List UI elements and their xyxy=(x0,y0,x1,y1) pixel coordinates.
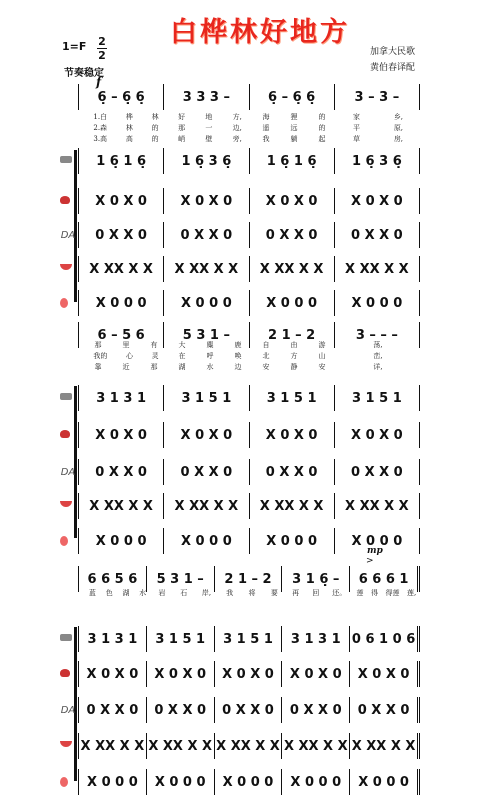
melody-measure: 3 – 3 – xyxy=(335,84,420,110)
percussion-staff xyxy=(78,188,420,214)
lyric-syllable: 3.高 xyxy=(93,135,108,143)
part-measure: X XX X X xyxy=(147,733,215,759)
part-measure: 1 6̣ 3 6̣ xyxy=(164,148,249,174)
part-measure: 0 X X 0 xyxy=(164,222,249,248)
part-measure: 0 6 1 0 6 xyxy=(350,626,420,652)
part-measure: 1 6̣ 1 6̣ xyxy=(250,148,335,174)
guiro-icon: DA xyxy=(60,467,76,478)
part-measure: X 0 0 0 xyxy=(282,769,350,795)
part-measure: X 0 0 0 xyxy=(78,528,164,554)
part-measure: X 0 0 0 xyxy=(78,769,147,795)
lyric-syllable: 地 xyxy=(205,113,213,121)
part-measure: X 0 0 0 xyxy=(78,290,164,316)
lyric-syllable: 好 xyxy=(178,113,186,121)
time-top: 2 xyxy=(98,35,106,48)
drum-icon xyxy=(60,196,76,206)
lyric-syllable: 鹿 xyxy=(234,341,242,349)
lyric-syllable: 1.白 xyxy=(93,113,108,121)
lyric-line xyxy=(84,588,420,598)
melody-measure: 6 6 6 1 xyxy=(350,566,420,592)
lyric-syllable: 家 xyxy=(352,113,360,121)
percussion-staff xyxy=(78,661,420,687)
dynamic-marking: f xyxy=(96,75,102,89)
lyric-syllable: 在 xyxy=(178,352,186,360)
lyric-syllable: 峭 xyxy=(178,135,186,143)
lyric-syllable: 我的 xyxy=(93,352,108,360)
part-measure: 0 X X 0 xyxy=(164,459,249,485)
lyric-syllable: 呼 xyxy=(206,352,214,360)
part-measure: 3 1 3 1 xyxy=(78,626,147,652)
lyric-syllable: 蓝 xyxy=(88,589,96,597)
part-measure: X XX X X xyxy=(282,733,350,759)
melody-measure: 6̣ – 6̣ 6̣ xyxy=(250,84,335,110)
lyric-line xyxy=(84,362,420,372)
percussion-staff xyxy=(78,222,420,248)
key-signature: 1=F xyxy=(62,40,87,53)
lyric-syllable: 海 xyxy=(262,113,270,121)
lyric-syllable: 原, xyxy=(393,124,404,132)
lyric-syllable: 那 xyxy=(178,124,186,132)
percussion-staff xyxy=(78,290,420,316)
piano-icon xyxy=(60,634,76,644)
lyric-syllable: 岩 xyxy=(158,589,166,597)
melody-measure: 6̣ – 6̣ 6̣ xyxy=(78,84,164,110)
guiro-icon: DA xyxy=(60,705,76,716)
part-measure: X XX X X xyxy=(78,256,164,282)
part-measure: X 0 0 0 xyxy=(350,769,420,795)
percussion-staff xyxy=(78,626,420,652)
part-measure: 0 X X 0 xyxy=(335,222,420,248)
lyric-syllable: 荡, xyxy=(373,341,383,349)
part-measure: X 0 0 0 xyxy=(164,528,249,554)
lyric-syllable: 莲, xyxy=(407,589,417,597)
melody-measure: 6 6 5 6 xyxy=(78,566,147,592)
page-title: 白桦林好地方 xyxy=(170,17,350,48)
lyric-syllable: 灵 xyxy=(151,352,159,360)
lyric-syllable: 北 xyxy=(262,352,270,360)
part-measure: X XX X X xyxy=(78,493,164,519)
lyric-syllable: 躺 xyxy=(290,135,298,143)
lyric-syllable: 的 xyxy=(318,124,326,132)
melody-measure: 2 1 – 2 xyxy=(215,566,283,592)
lyric-syllable: 山 xyxy=(318,352,326,360)
lyric-syllable: 房, xyxy=(393,135,404,143)
bowl-icon xyxy=(60,741,76,751)
staff-brace xyxy=(74,150,77,302)
lyric-syllable: 壁 xyxy=(205,135,213,143)
part-measure: X XX X X xyxy=(164,256,249,282)
lyric-syllable: 我 xyxy=(262,135,270,143)
lyric-syllable: 的 xyxy=(151,124,159,132)
time-bottom: 2 xyxy=(98,49,106,62)
percussion-staff xyxy=(78,697,420,723)
part-measure: 0 X X 0 xyxy=(250,459,335,485)
staff-brace xyxy=(74,627,77,781)
percussion-staff xyxy=(78,733,420,759)
lyric-syllable: 我 xyxy=(226,589,234,597)
lyric-syllable: 一 xyxy=(205,124,213,132)
lyric-syllable: 将 xyxy=(248,589,256,597)
lyric-syllable: 林 xyxy=(151,113,159,121)
lyric-syllable: 林 xyxy=(125,124,133,132)
lyric-syllable: 静 xyxy=(290,363,298,371)
staff-brace xyxy=(74,386,77,538)
percussion-staff xyxy=(78,493,420,519)
lyric-syllable: 边, xyxy=(232,124,242,132)
lyric-syllable: 狸 xyxy=(290,113,298,121)
bowl-icon xyxy=(60,501,76,511)
part-measure: 0 X X 0 xyxy=(78,697,147,723)
lyric-syllable: 方 xyxy=(290,352,298,360)
lyric-syllable: 石 xyxy=(180,589,188,597)
melody-measure: 6 – 5 6 xyxy=(78,322,164,348)
part-measure: 0 X X 0 xyxy=(215,697,283,723)
part-measure: 3 1 5 1 xyxy=(215,626,283,652)
lyric-syllable: 水 xyxy=(139,589,147,597)
lyric-syllable: 方, xyxy=(232,113,242,121)
lyric-syllable: 大 xyxy=(178,341,186,349)
lyric-syllable: 再 xyxy=(292,589,300,597)
lyric-syllable: 得莲 xyxy=(385,589,400,597)
lyric-syllable: 得 xyxy=(371,589,379,597)
arranger-credit: 黄伯春译配 xyxy=(370,63,416,73)
lyric-syllable: 回 xyxy=(312,589,320,597)
part-measure: X 0 X 0 xyxy=(282,661,350,687)
part-measure: X 0 X 0 xyxy=(164,422,249,448)
part-measure: X XX X X xyxy=(335,493,420,519)
lyric-syllable: 游 xyxy=(318,341,326,349)
lyric-syllable: 边 xyxy=(234,363,242,371)
egg-shaker-icon xyxy=(60,777,76,787)
lyric-syllable: 色 xyxy=(105,589,113,597)
part-measure: X 0 0 0 xyxy=(250,290,335,316)
part-measure: X XX X X xyxy=(215,733,283,759)
lyric-syllable: 里 xyxy=(122,341,130,349)
lyric-line xyxy=(84,340,420,350)
part-measure: X 0 X 0 xyxy=(215,661,283,687)
part-measure: X 0 X 0 xyxy=(78,661,147,687)
melody-measure: 3 1 6̣ – xyxy=(282,566,350,592)
lyric-line xyxy=(84,351,420,361)
part-measure: 3 1 3 1 xyxy=(282,626,350,652)
lyric-syllable: 的 xyxy=(151,135,159,143)
egg-shaker-icon xyxy=(60,298,76,308)
part-measure: X 0 X 0 xyxy=(350,661,420,687)
composer-credit: 加拿大民歌 xyxy=(370,47,416,57)
percussion-staff xyxy=(78,422,420,448)
melody-measure: 5 3 1 – xyxy=(147,566,215,592)
part-measure: X 0 X 0 xyxy=(250,422,335,448)
lyric-syllable: 那 xyxy=(150,363,158,371)
lyric-line xyxy=(84,134,420,144)
egg-shaker-icon xyxy=(60,536,76,546)
part-measure: 3 1 5 1 xyxy=(335,385,420,411)
piano-icon xyxy=(60,393,76,403)
part-measure: X 0 0 0 xyxy=(335,290,420,316)
lyric-syllable: 远 xyxy=(290,124,298,132)
lyric-syllable: 那 xyxy=(94,341,102,349)
lyric-syllable: 平 xyxy=(352,124,360,132)
melody-measure: 5 3 1 – xyxy=(164,322,249,348)
lyric-syllable: 还。 xyxy=(332,589,347,597)
lyric-syllable: 高 xyxy=(125,135,133,143)
lyric-syllable: 详, xyxy=(373,363,383,371)
part-measure: X 0 X 0 xyxy=(78,422,164,448)
part-measure: X 0 X 0 xyxy=(335,422,420,448)
drum-icon xyxy=(60,430,76,440)
part-measure: X 0 0 0 xyxy=(215,769,283,795)
lyric-syllable: 有 xyxy=(150,341,158,349)
time-signature xyxy=(97,36,107,61)
lyric-syllable: 由 xyxy=(290,341,298,349)
lyric-line xyxy=(84,112,420,122)
percussion-staff xyxy=(78,459,420,485)
part-measure: X XX X X xyxy=(78,733,147,759)
lyric-line xyxy=(84,123,420,133)
lyric-syllable: 近 xyxy=(122,363,130,371)
lyric-syllable: 要 xyxy=(270,589,278,597)
part-measure: X 0 0 0 xyxy=(147,769,215,795)
part-measure: X XX X X xyxy=(350,733,420,759)
part-measure: X 0 X 0 xyxy=(164,188,249,214)
part-measure: X XX X X xyxy=(250,493,335,519)
part-measure: 1 6̣ 1 6̣ xyxy=(78,148,164,174)
melody-measure: 3 – – – xyxy=(335,322,420,348)
part-measure: 3 1 5 1 xyxy=(147,626,215,652)
guiro-icon: DA xyxy=(60,230,76,241)
part-measure: 1 6̣ 3 6̣ xyxy=(335,148,420,174)
part-measure: X 0 X 0 xyxy=(335,188,420,214)
lyric-syllable: 草 xyxy=(352,135,360,143)
lyric-syllable: 湖 xyxy=(178,363,186,371)
lyric-syllable: 自 xyxy=(262,341,270,349)
percussion-staff xyxy=(78,769,420,795)
lyric-syllable: 靠 xyxy=(94,363,102,371)
part-measure: 0 X X 0 xyxy=(78,222,164,248)
part-measure: 0 X X 0 xyxy=(335,459,420,485)
lyric-syllable: 旁, xyxy=(232,135,242,143)
part-measure: X 0 X 0 xyxy=(78,188,164,214)
percussion-staff xyxy=(78,148,420,174)
part-measure: X XX X X xyxy=(164,493,249,519)
lyric-syllable: 岸, xyxy=(201,589,212,597)
part-measure: 0 X X 0 xyxy=(250,222,335,248)
lyric-syllable: 湖 xyxy=(122,589,130,597)
lyric-syllable: 水 xyxy=(206,363,214,371)
lyric-syllable: 唤 xyxy=(234,352,242,360)
melody-measure: 2 1 – 2 xyxy=(250,322,335,348)
part-measure: X XX X X xyxy=(250,256,335,282)
part-measure: X 0 0 0 xyxy=(250,528,335,554)
lyric-syllable: 起 xyxy=(318,135,326,143)
lyric-syllable: 心 xyxy=(125,352,133,360)
part-measure: 3 1 5 1 xyxy=(164,385,249,411)
part-measure: 0 X X 0 xyxy=(350,697,420,723)
lyric-syllable: 峦, xyxy=(373,352,383,360)
melody-staff xyxy=(78,84,420,110)
piano-icon xyxy=(60,156,76,166)
part-measure: 0 X X 0 xyxy=(147,697,215,723)
lyric-syllable: 乡, xyxy=(393,113,404,121)
part-measure: X 0 0 0 xyxy=(164,290,249,316)
lyric-syllable: 安 xyxy=(318,363,326,371)
part-measure: X 0 0 0 xyxy=(335,528,420,554)
lyric-syllable: 莲 xyxy=(356,589,364,597)
accent-mark: > xyxy=(366,556,374,566)
bowl-icon xyxy=(60,264,76,274)
lyric-syllable: 2.森 xyxy=(93,124,108,132)
part-measure: 0 X X 0 xyxy=(282,697,350,723)
part-measure: 3 1 5 1 xyxy=(250,385,335,411)
part-measure: X XX X X xyxy=(335,256,420,282)
tempo-marking: 节奏稳定 xyxy=(64,68,104,79)
percussion-staff xyxy=(78,385,420,411)
mp-marking: mp xyxy=(367,546,383,556)
part-measure: 3 1 3 1 xyxy=(78,385,164,411)
part-measure: 0 X X 0 xyxy=(78,459,164,485)
percussion-staff xyxy=(78,256,420,282)
part-measure: X 0 X 0 xyxy=(250,188,335,214)
lyric-syllable: 安 xyxy=(262,363,270,371)
lyric-syllable: 麋 xyxy=(206,341,214,349)
lyric-syllable: 遥 xyxy=(262,124,270,132)
lyric-syllable: 的 xyxy=(318,113,326,121)
part-measure: X 0 X 0 xyxy=(147,661,215,687)
melody-measure: 3 3 3 – xyxy=(164,84,249,110)
drum-icon xyxy=(60,669,76,679)
lyric-syllable: 桦 xyxy=(125,113,133,121)
